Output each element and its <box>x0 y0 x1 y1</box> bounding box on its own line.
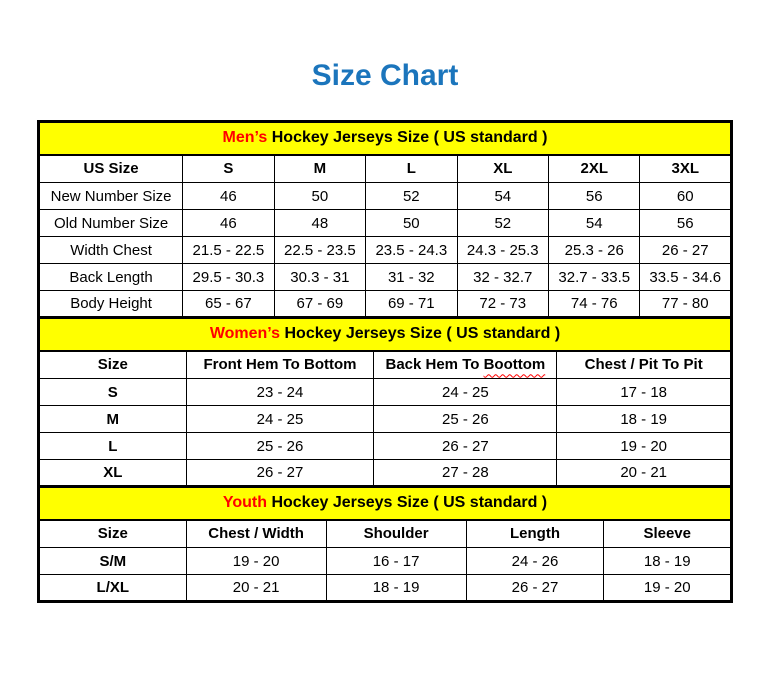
size-value: 18 - 19 <box>326 575 466 602</box>
womens-size-table <box>37 316 733 488</box>
womens-row-2 <box>39 433 732 460</box>
youth-col-header-1: Chest / Width <box>186 520 326 548</box>
mens-col-header-2: M <box>274 155 365 183</box>
youth-band <box>39 487 732 520</box>
size-value: 27 - 28 <box>374 460 557 487</box>
youth-size-table <box>37 485 733 603</box>
size-value: 24 - 25 <box>186 406 374 433</box>
size-value: 26 - 27 <box>374 433 557 460</box>
row-label: L <box>39 433 187 460</box>
size-value: 23.5 - 24.3 <box>366 237 457 264</box>
womens-band-accent-text: Women’s <box>209 325 281 343</box>
row-label: S/M <box>39 548 187 575</box>
size-value: 26 - 27 <box>640 237 732 264</box>
mens-row-0 <box>39 183 732 210</box>
size-value: 19 - 20 <box>557 433 732 460</box>
size-value: 46 <box>183 183 274 210</box>
youth-band-title <box>39 487 732 520</box>
size-value: 33.5 - 34.6 <box>640 264 732 291</box>
mens-col-header-5: 2XL <box>549 155 640 183</box>
mens-row-4 <box>39 291 732 318</box>
womens-band-title <box>39 318 732 351</box>
size-value: 46 <box>183 210 274 237</box>
size-value: 54 <box>549 210 640 237</box>
size-value: 22.5 - 23.5 <box>274 237 365 264</box>
size-value: 65 - 67 <box>183 291 274 318</box>
size-value: 54 <box>457 183 548 210</box>
womens-row-3 <box>39 460 732 487</box>
size-value: 50 <box>274 183 365 210</box>
size-value: 32.7 - 33.5 <box>549 264 640 291</box>
row-label: S <box>39 379 187 406</box>
mens-col-header-6: 3XL <box>640 155 732 183</box>
size-value: 31 - 32 <box>366 264 457 291</box>
row-label: Back Length <box>39 264 183 291</box>
womens-band <box>39 318 732 351</box>
youth-row-1 <box>39 575 732 602</box>
size-value: 25 - 26 <box>374 406 557 433</box>
mens-row-1 <box>39 210 732 237</box>
youth-row-0 <box>39 548 732 575</box>
size-value: 23 - 24 <box>186 379 374 406</box>
womens-col-header-3: Chest / Pit To Pit <box>557 351 732 379</box>
size-value: 25 - 26 <box>186 433 374 460</box>
size-value: 18 - 19 <box>604 548 732 575</box>
size-value: 48 <box>274 210 365 237</box>
mens-col-header-0: US Size <box>39 155 183 183</box>
size-value: 52 <box>366 183 457 210</box>
womens-col-header-0: Size <box>39 351 187 379</box>
row-label: XL <box>39 460 187 487</box>
size-value: 52 <box>457 210 548 237</box>
mens-size-table <box>37 120 733 319</box>
womens-band-rest-text: Hockey Jerseys Size ( US standard ) <box>284 325 561 343</box>
size-value: 24 - 25 <box>374 379 557 406</box>
row-label: M <box>39 406 187 433</box>
mens-col-header-4: XL <box>457 155 548 183</box>
size-value: 16 - 17 <box>326 548 466 575</box>
row-label: L/XL <box>39 575 187 602</box>
size-value: 32 - 32.7 <box>457 264 548 291</box>
mens-col-header-3: L <box>366 155 457 183</box>
mens-row-2 <box>39 237 732 264</box>
size-value: 18 - 19 <box>557 406 732 433</box>
mens-row-3 <box>39 264 732 291</box>
womens-header-row <box>39 351 732 379</box>
size-value: 50 <box>366 210 457 237</box>
row-label: New Number Size <box>39 183 183 210</box>
size-value: 60 <box>640 183 732 210</box>
size-value: 20 - 21 <box>557 460 732 487</box>
mens-band-title <box>39 122 732 155</box>
row-label: Old Number Size <box>39 210 183 237</box>
size-value: 17 - 18 <box>557 379 732 406</box>
mens-header-row <box>39 155 732 183</box>
size-tables <box>37 120 733 603</box>
size-value: 77 - 80 <box>640 291 732 318</box>
womens-row-0 <box>39 379 732 406</box>
size-value: 26 - 27 <box>186 460 374 487</box>
size-value: 69 - 71 <box>366 291 457 318</box>
size-value: 72 - 73 <box>457 291 548 318</box>
womens-col-header-1: Front Hem To Bottom <box>186 351 374 379</box>
row-label: Width Chest <box>39 237 183 264</box>
size-value: 25.3 - 26 <box>549 237 640 264</box>
youth-header-row <box>39 520 732 548</box>
youth-col-header-3: Length <box>466 520 604 548</box>
size-value: 26 - 27 <box>466 575 604 602</box>
size-value: 24 - 26 <box>466 548 604 575</box>
mens-col-header-1: S <box>183 155 274 183</box>
size-value: 56 <box>549 183 640 210</box>
youth-col-header-0: Size <box>39 520 187 548</box>
youth-col-header-4: Sleeve <box>604 520 732 548</box>
youth-band-rest-text: Hockey Jerseys Size ( US standard ) <box>271 494 548 512</box>
size-value: 30.3 - 31 <box>274 264 365 291</box>
womens-col-header-2: Back Hem To Boottom <box>374 351 557 379</box>
mens-band-rest-text: Hockey Jerseys Size ( US standard ) <box>271 129 548 147</box>
size-value: 29.5 - 30.3 <box>183 264 274 291</box>
row-label: Body Height <box>39 291 183 318</box>
mens-band <box>39 122 732 155</box>
mens-band-accent-text: Men’s <box>222 129 268 147</box>
size-value: 67 - 69 <box>274 291 365 318</box>
womens-row-1 <box>39 406 732 433</box>
spellcheck-underline: Boottom <box>483 356 546 374</box>
size-value: 74 - 76 <box>549 291 640 318</box>
youth-band-accent-text: Youth <box>222 494 267 512</box>
page-title: Size Chart <box>311 59 459 92</box>
youth-col-header-2: Shoulder <box>326 520 466 548</box>
size-value: 24.3 - 25.3 <box>457 237 548 264</box>
size-value: 56 <box>640 210 732 237</box>
size-value: 19 - 20 <box>604 575 732 602</box>
size-value: 21.5 - 22.5 <box>183 237 274 264</box>
size-value: 19 - 20 <box>186 548 326 575</box>
size-value: 20 - 21 <box>186 575 326 602</box>
